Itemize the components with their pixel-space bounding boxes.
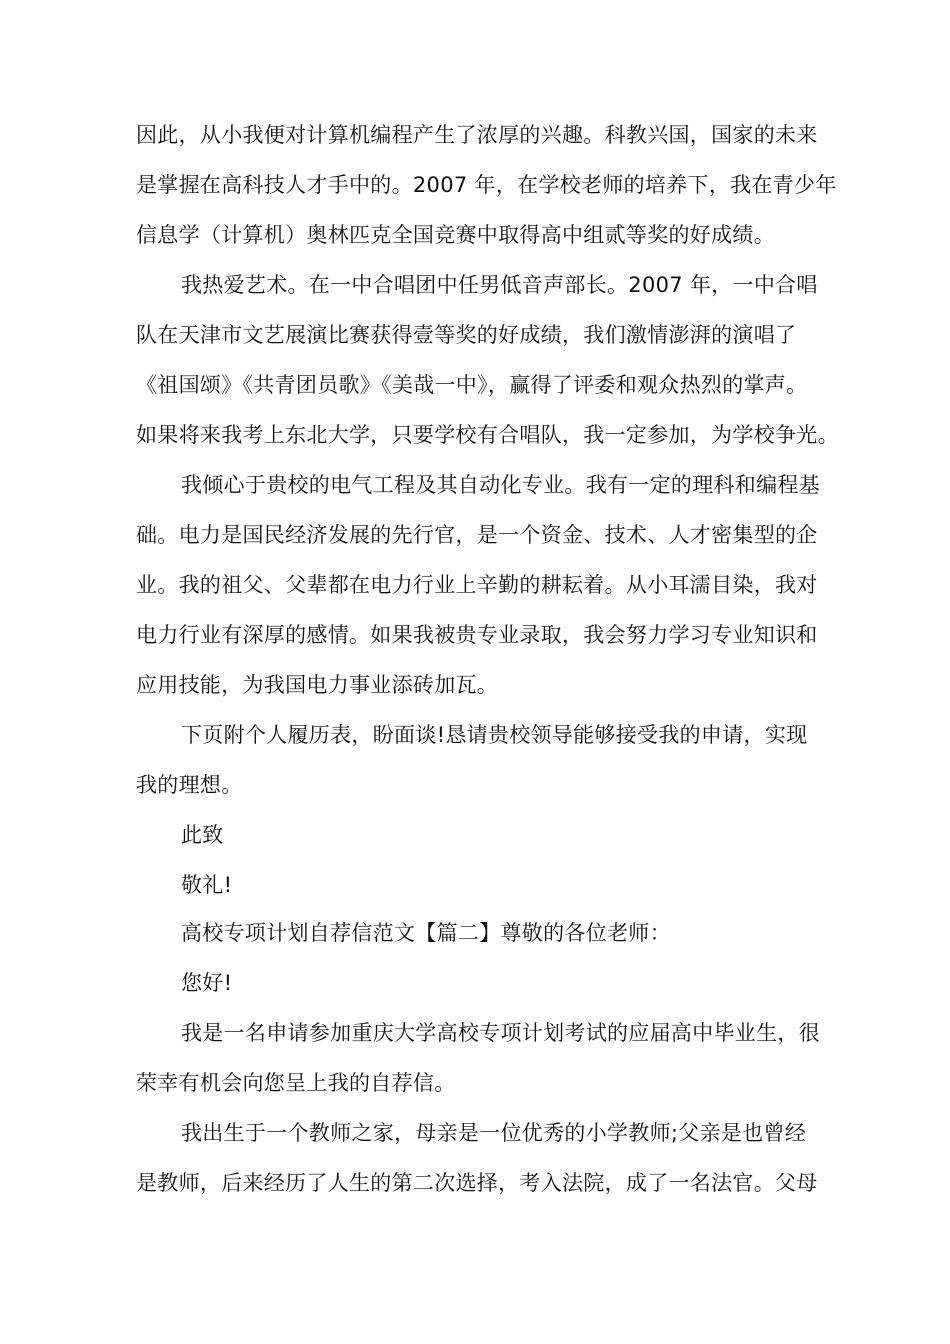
text-line: 是教师，后来经历了人生的第二次选择，考入法院，成了一名法官。父母: [136, 1171, 818, 1195]
paragraph-first-line: 我倾心于贵校的电气工程及其自动化专业。我有一定的理科和编程基: [181, 473, 820, 497]
text-line: 如果将来我考上东北大学，只要学校有合唱队，我一定参加，为学校争光。: [136, 423, 839, 447]
text-line: 础。电力是国民经济发展的先行官，是一个资金、技术、人才密集型的企: [136, 523, 818, 547]
text-line: 信息学（计算机）奥林匹克全国竞赛中取得高中组贰等奖的好成绩。: [136, 223, 775, 247]
paragraph-first-line: 我热爱艺术。在一中合唱团中任男低音声部长。2007 年，一中合唱: [181, 273, 818, 297]
text-line: 我的理想。: [136, 773, 243, 797]
paragraph-first-line: 我出生于一个教师之家，母亲是一位优秀的小学教师;父亲是也曾经: [181, 1121, 807, 1145]
section-heading-line: 高校专项计划自荐信范文【篇二】尊敬的各位老师：: [181, 921, 671, 945]
closing-salutation: 敬礼!: [181, 873, 233, 897]
text-line: 因此，从小我便对计算机编程产生了浓厚的兴趣。科教兴国，国家的未来: [136, 123, 818, 147]
text-line: 业。我的祖父、父辈都在电力行业上辛勤的耕耘着。从小耳濡目染，我对: [136, 573, 818, 597]
text-line: 《祖国颂》《共青团员歌》《美哉一中》，赢得了评委和观众热烈的掌声。: [136, 373, 808, 397]
text-line: 应用技能，为我国电力事业添砖加瓦。: [136, 673, 499, 697]
text-line: 电力行业有深厚的感情。如果我被贵专业录取，我会努力学习专业知识和: [136, 623, 818, 647]
greeting-line: 您好!: [181, 971, 233, 995]
text-line: 是掌握在高科技人才手中的。2007 年，在学校老师的培养下，我在青少年: [136, 173, 837, 197]
paragraph-first-line: 我是一名申请参加重庆大学高校专项计划考试的应届高中毕业生，很: [181, 1021, 820, 1045]
paragraph-first-line: 下页附个人履历表，盼面谈!恳请贵校领导能够接受我的申请，实现: [181, 723, 808, 747]
text-line: 队在天津市文艺展演比赛获得壹等奖的好成绩，我们激情澎湃的演唱了: [136, 323, 797, 347]
closing-line: 此致: [181, 823, 224, 847]
text-line: 荣幸有机会向您呈上我的自荐信。: [136, 1071, 456, 1095]
